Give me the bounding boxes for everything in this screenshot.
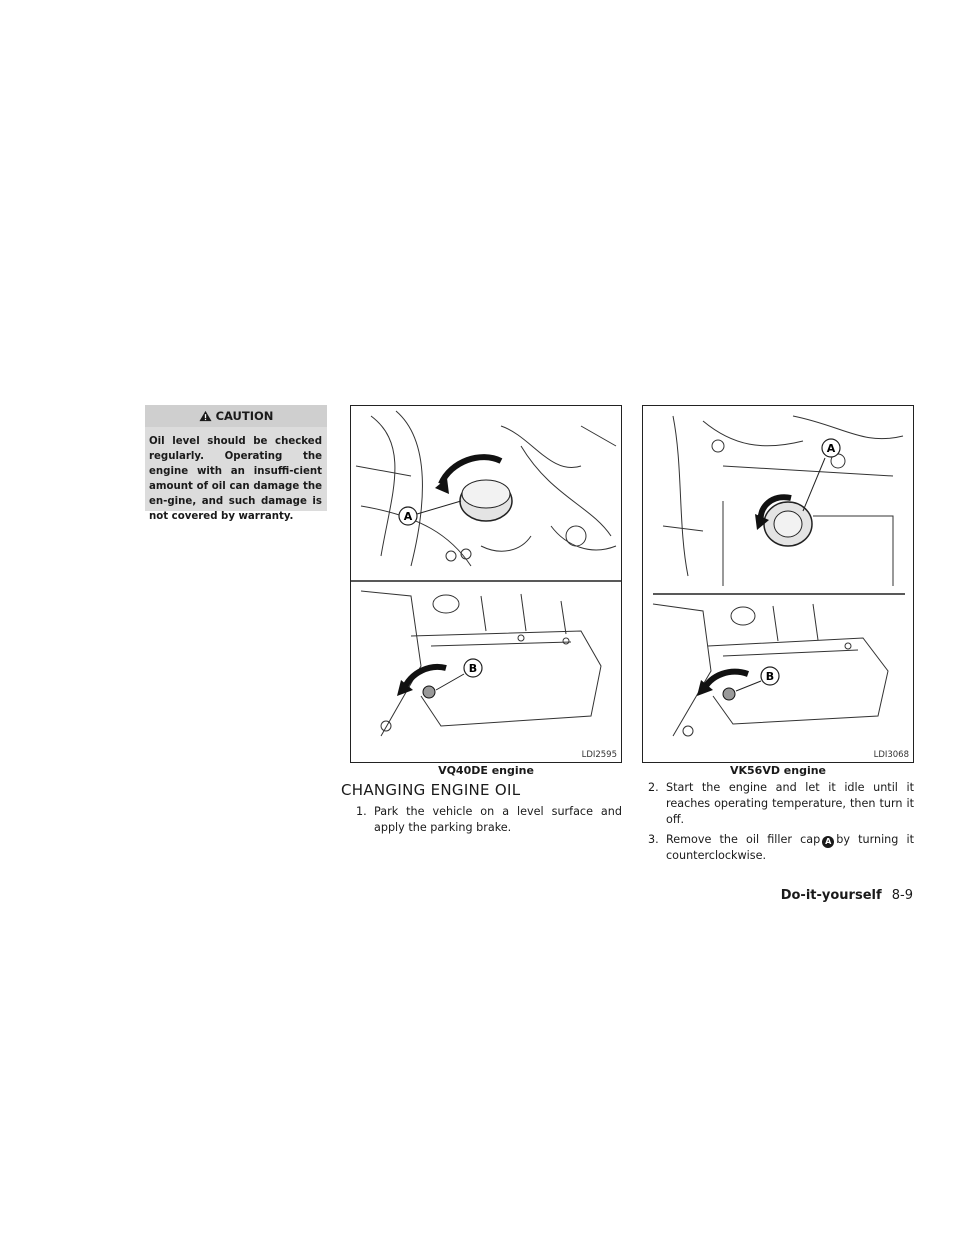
page-footer — [781, 888, 913, 903]
label-a: A — [403, 510, 413, 523]
engine-illustration-vk56vd — [643, 406, 913, 762]
footer-section: Do-it-yourself — [780, 888, 882, 903]
figure-code: LDI2595 — [581, 750, 617, 760]
caution-box — [145, 405, 327, 522]
label-b: B — [765, 670, 775, 683]
figure-vk56vd — [642, 405, 914, 763]
caution-title: CAUTION — [215, 409, 274, 423]
footer-page-number: 8-9 — [891, 888, 913, 903]
marker-a-icon: A — [822, 836, 834, 848]
step-2 — [648, 780, 914, 828]
engine-illustration-vq40de — [351, 406, 621, 762]
caution-text: Oil level should be checked regularly. Operating the engine with an insuffi-cient amount of oil can damage the en-gine, and such damage is not covered by warranty. — [149, 436, 322, 522]
figure-caption-vk56vd: VK56VD engine — [729, 764, 827, 777]
step-3 — [648, 832, 914, 864]
label-a: A — [826, 442, 836, 455]
label-b: B — [468, 662, 478, 675]
step-text: Start the engine and let it idle until it reaches operating temperature, then turn it off. — [666, 781, 914, 826]
step-1 — [356, 804, 622, 836]
figure-caption-vq40de: VQ40DE engine — [438, 764, 534, 777]
figure-vq40de — [350, 405, 622, 763]
step-number: 1. — [356, 805, 367, 818]
section-title: CHANGING ENGINE OIL — [341, 781, 521, 799]
figure-code: LDI3068 — [873, 750, 909, 760]
step-text: Park the vehicle on a level surface and apply the parking brake. — [374, 805, 622, 834]
step-number: 3. — [648, 833, 659, 846]
step-text-after: by turning it counterclockwise. — [666, 833, 914, 862]
step-text — [648, 832, 914, 864]
warning-icon — [199, 410, 212, 422]
caution-header — [145, 405, 327, 427]
step-text-before: Remove the oil filler cap — [666, 833, 821, 846]
step-number: 2. — [648, 781, 659, 794]
